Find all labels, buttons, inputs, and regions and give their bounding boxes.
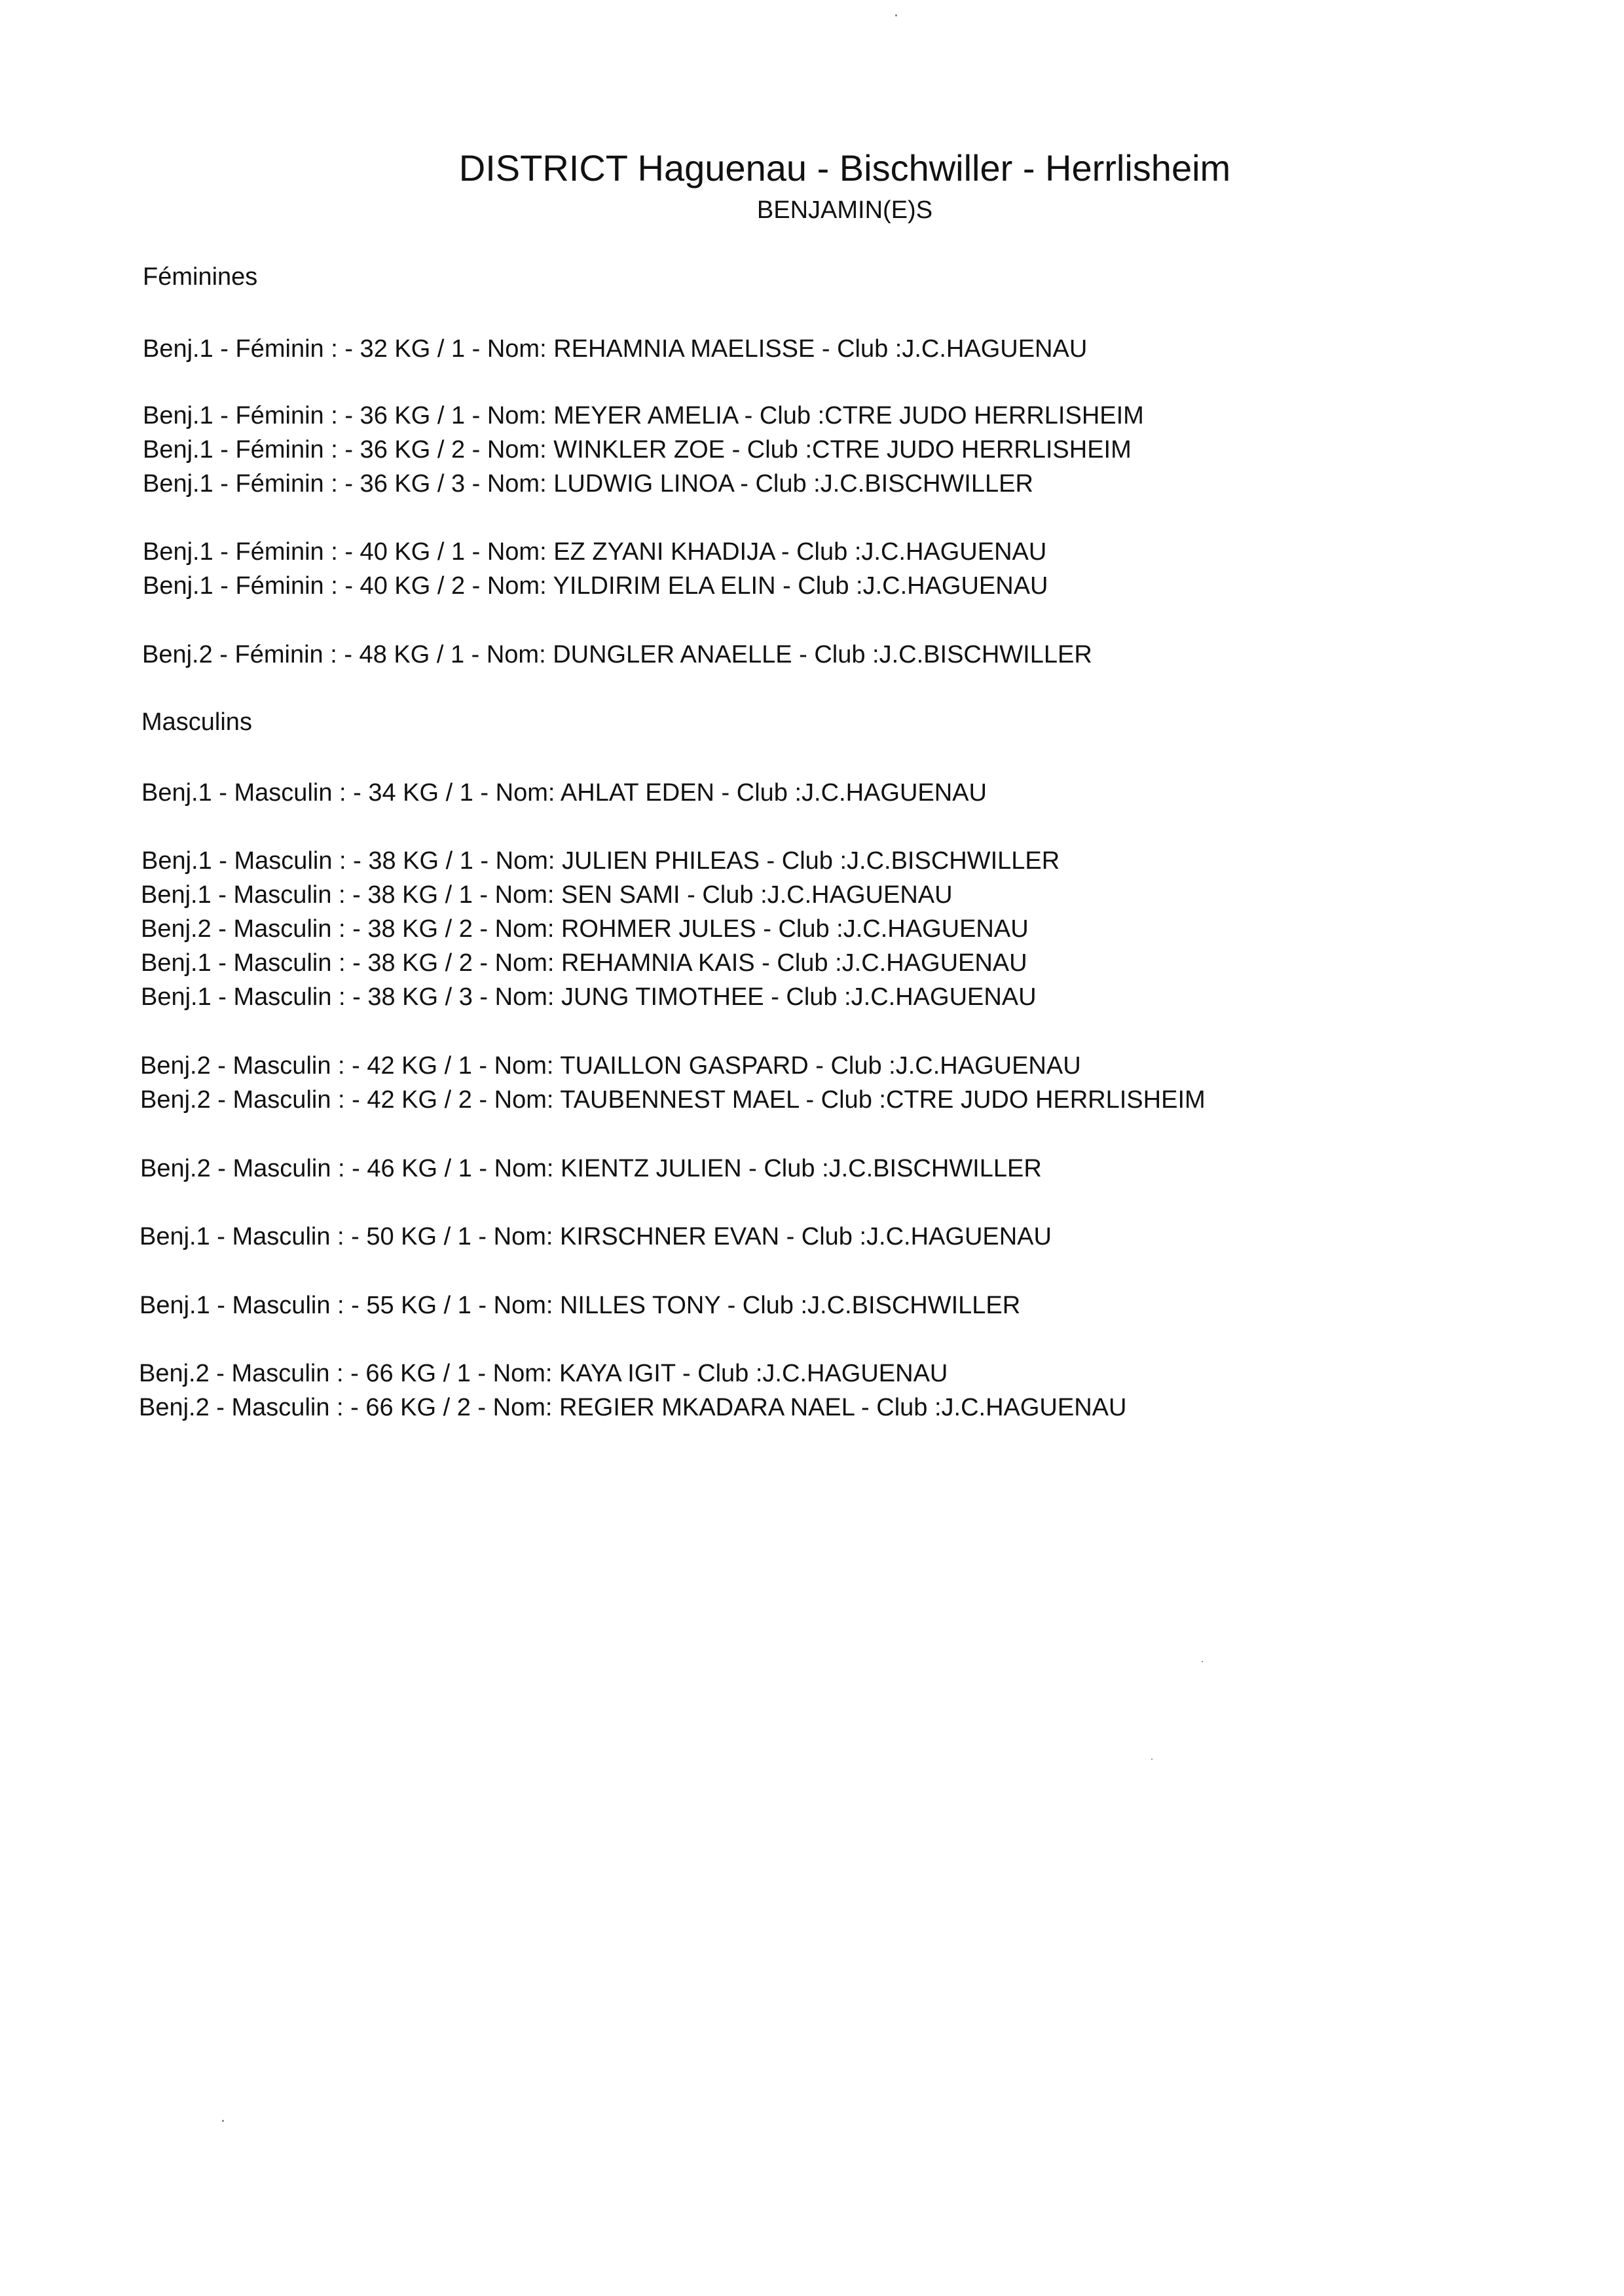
result-entry: Benj.2 - Masculin : - 38 KG / 2 - Nom: ROHMER JULES - Club :J.C.HAGUENAU [141, 915, 1029, 943]
result-entry: Benj.2 - Masculin : - 66 KG / 2 - Nom: REGIER MKADARA NAEL - Club :J.C.HAGUENAU [139, 1394, 1127, 1421]
result-entry: Benj.1 - Féminin : - 40 KG / 2 - Nom: YILDIRIM ELA ELIN - Club :J.C.HAGUENAU [143, 572, 1048, 600]
scan-speck [895, 14, 897, 16]
result-entry: Benj.1 - Féminin : - 32 KG / 1 - Nom: REHAMNIA MAELISSE - Club :J.C.HAGUENAU [143, 335, 1088, 363]
scan-speck [1151, 1758, 1153, 1760]
section-heading-masculins: Masculins [141, 708, 252, 736]
result-entry: Benj.2 - Masculin : - 42 KG / 2 - Nom: TAUBENNEST MAEL - Club :CTRE JUDO HERRLISHEIM [140, 1086, 1206, 1114]
result-entry: Benj.1 - Féminin : - 36 KG / 2 - Nom: WINKLER ZOE - Club :CTRE JUDO HERRLISHEIM [143, 436, 1132, 464]
result-entry: Benj.1 - Masculin : - 55 KG / 1 - Nom: NILLES TONY - Club :J.C.BISCHWILLER [139, 1292, 1021, 1319]
result-entry: Benj.2 - Masculin : - 66 KG / 1 - Nom: KAYA IGIT - Club :J.C.HAGUENAU [139, 1360, 948, 1387]
result-entry: Benj.2 - Masculin : - 46 KG / 1 - Nom: KIENTZ JULIEN - Club :J.C.BISCHWILLER [140, 1155, 1042, 1182]
page-title: DISTRICT Haguenau - Bischwiller - Herrlisheim [458, 147, 1231, 189]
result-entry: Benj.2 - Masculin : - 42 KG / 1 - Nom: TUAILLON GASPARD - Club :J.C.HAGUENAU [140, 1052, 1081, 1080]
result-entry: Benj.1 - Masculin : - 38 KG / 1 - Nom: JULIEN PHILEAS - Club :J.C.BISCHWILLER [141, 847, 1060, 875]
scan-speck [1202, 1661, 1203, 1662]
scan-speck [222, 2120, 224, 2122]
result-entry: Benj.1 - Masculin : - 38 KG / 2 - Nom: REHAMNIA KAIS - Club :J.C.HAGUENAU [141, 949, 1027, 977]
result-entry: Benj.1 - Féminin : - 40 KG / 1 - Nom: EZ ZYANI KHADIJA - Club :J.C.HAGUENAU [143, 538, 1047, 566]
result-entry: Benj.2 - Féminin : - 48 KG / 1 - Nom: DUNGLER ANAELLE - Club :J.C.BISCHWILLER [142, 641, 1092, 668]
page-subtitle: BENJAMIN(E)S [756, 196, 933, 224]
result-entry: Benj.1 - Masculin : - 50 KG / 1 - Nom: KIRSCHNER EVAN - Club :J.C.HAGUENAU [139, 1223, 1052, 1250]
result-entry: Benj.1 - Masculin : - 34 KG / 1 - Nom: AHLAT EDEN - Club :J.C.HAGUENAU [141, 779, 987, 807]
result-entry: Benj.1 - Masculin : - 38 KG / 3 - Nom: JUNG TIMOTHEE - Club :J.C.HAGUENAU [141, 983, 1037, 1011]
result-entry: Benj.1 - Féminin : - 36 KG / 1 - Nom: MEYER AMELIA - Club :CTRE JUDO HERRLISHEIM [143, 402, 1144, 429]
result-entry: Benj.1 - Féminin : - 36 KG / 3 - Nom: LUDWIG LINOA - Club :J.C.BISCHWILLER [143, 470, 1033, 498]
section-heading-feminines: Féminines [143, 263, 258, 291]
result-entry: Benj.1 - Masculin : - 38 KG / 1 - Nom: SEN SAMI - Club :J.C.HAGUENAU [141, 881, 953, 909]
